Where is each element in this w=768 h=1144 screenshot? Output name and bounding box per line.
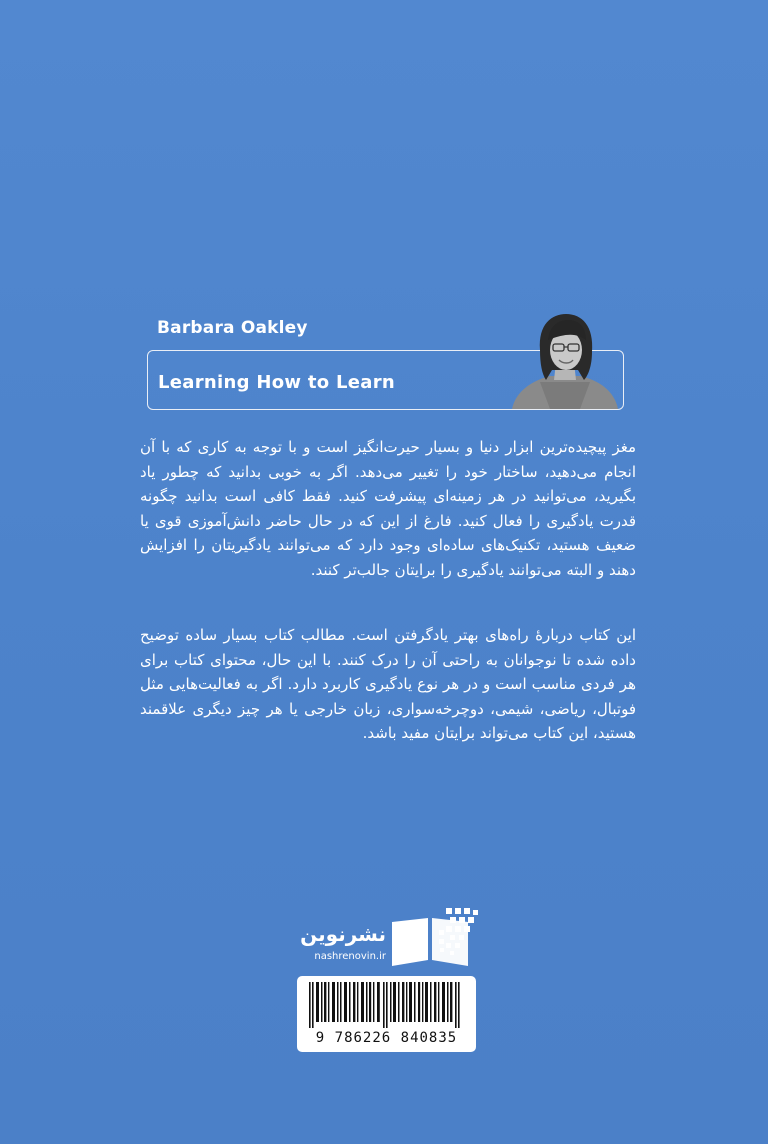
publisher-url: nashrenovin.ir	[314, 951, 386, 962]
description-paragraph-2: این کتاب دربارهٔ راه‌های بهتر یادگرفتن است. مطالب کتاب بسیار ساده توضیح داده شده تا نوجوانان به راحتی آن را درک کنند. با این حال، محتوای کتاب برای هر فردی مناسب است و در هر نوع یادگیری کاربرد دارد. اگر به فعالیت‌هایی مثل فوتبال، ریاضی، شیمی، دوچرخه‌سواری، زبان خارجی یا هر چیز دیگری علاقمند هستید، این کتاب می‌تواند برایتان مفید باشد.	[140, 626, 636, 743]
description-paragraph-1: مغز پیچیده‌ترین ابزار دنیا و بسیار حیرت‌انگیز است و با توجه به کاری که با آن انجام می‌دهید، ساختار خود را تغییر می‌دهد. اگر به خوبی بدانید که چطور یاد بگیرید، می‌توانید در هر زمینه‌ای پیشرفت کنید. فقط کافی است بدانید چگونه قدرت یادگیری را فعال کنید. فارغ از این که در حال حاضر دانش‌آموزی قوی یا ضعیف هستید، تکنیک‌های ساده‌ای وجود دارد که می‌توانند یادگیریتان را افزایش دهند و البته می‌توانند یادگیری را برایتان جالب‌تر کنند.	[140, 438, 636, 579]
author-name: Barbara Oakley	[157, 318, 308, 338]
book-title: Learning How to Learn	[158, 372, 396, 393]
author-portrait	[510, 310, 620, 409]
isbn-number: 9 786226 840835	[315, 1030, 458, 1046]
barcode-bars	[305, 982, 468, 1028]
publisher-logo-icon	[300, 902, 480, 972]
publisher-name: نشرنوین	[300, 922, 386, 946]
barcode	[297, 976, 476, 1052]
